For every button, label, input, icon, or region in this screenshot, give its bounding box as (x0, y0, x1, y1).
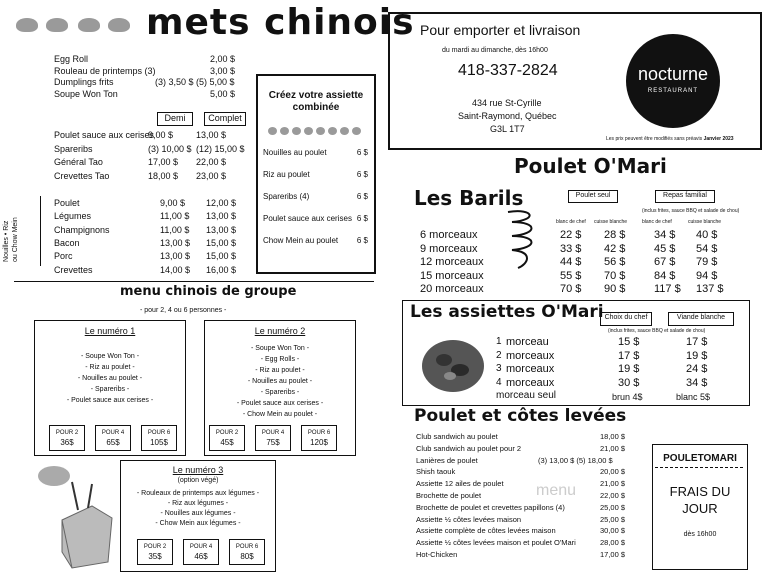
item-complet: (12) 15,00 $ (196, 143, 245, 154)
baril-price: 70 $ (604, 269, 626, 282)
cote-price: 25,00 $ (600, 514, 626, 524)
baril-price: 137 $ (696, 283, 724, 295)
price-box (229, 539, 265, 565)
baril-price: 84 $ (654, 269, 676, 282)
numero-2-title: Le numéro 2 (254, 326, 306, 336)
item-demi: 13,00 $ (160, 237, 191, 248)
side-label-line1: Nouilles • Riz (3, 220, 10, 262)
item-price: 5,00 $ (210, 88, 236, 99)
item-name: Crevettes (54, 264, 93, 275)
cote-price: 21,00 $ (600, 443, 626, 453)
assiette-num: 3 (496, 363, 502, 374)
menu-item: - Spareribs - (90, 386, 130, 393)
menu-item: - Riz aux légumes - (167, 500, 229, 507)
menu-item: - Chow Mein au poulet - (242, 411, 318, 418)
info-addr1: 434 rue St-Cyrille (472, 98, 542, 108)
baril-price: 42 $ (604, 242, 626, 255)
item-demi: 18,00 $ (148, 170, 179, 181)
info-title: Pour emporter et livraison (420, 22, 581, 38)
watermark: menu (536, 482, 577, 499)
assiette-item (258, 170, 374, 192)
special-title: POULETOMARI (663, 453, 737, 464)
divider (14, 281, 374, 282)
fortune-cookie-icon (46, 18, 68, 32)
item-complet: 13,00 $ (206, 211, 237, 222)
item-name: Rouleau de printemps (3) (54, 65, 156, 76)
cote-name: Assiette ½ côtes levées maison (416, 514, 522, 524)
assiette-item (258, 236, 374, 258)
baril-price: 22 $ (560, 229, 582, 241)
assiette-label: morceau (506, 336, 549, 348)
baril-price: 28 $ (604, 229, 626, 241)
assiette-item (258, 148, 374, 170)
assiette-price: 30 $ (618, 376, 640, 389)
baril-price: 90 $ (604, 283, 626, 295)
cote-price: 18,00 $ (600, 432, 626, 441)
price-box (301, 425, 337, 451)
menu-item: - Egg Rolls - (260, 356, 300, 363)
sub-col: cuisse blanche (688, 219, 722, 225)
item-complet: 13,00 $ (196, 130, 227, 140)
price-label: POUR 4 (189, 544, 213, 550)
item-name: Spareribs (54, 143, 93, 154)
special-hours: dès 16h00 (683, 531, 717, 538)
assiette-price: 17 $ (618, 349, 640, 362)
item-complet: 23,00 $ (196, 170, 227, 181)
cote-name: Brochette de poulet (416, 491, 482, 500)
price-label: POUR 6 (147, 430, 171, 436)
item-name: Champignons (54, 224, 110, 235)
assiette-item-name: Nouilles au poulet (263, 148, 327, 157)
cote-name: Lanières de poulet (416, 455, 478, 465)
assiette-num: 1 (496, 336, 502, 347)
special-line1: FRAIS DU (669, 484, 731, 499)
info-note-text: Les prix peuvent être modifiés sans préavis (606, 136, 703, 142)
cote-name: Shish taouk (416, 467, 456, 477)
spring-icon (498, 206, 544, 272)
item-complet: 15,00 $ (206, 251, 237, 262)
baril-label: 15 morceaux (420, 269, 484, 282)
menu-item: - Soupe Won Ton - (250, 345, 310, 352)
item-extra: (3) 3,50 $ (5) 5,00 $ (155, 77, 235, 87)
assiette-price: 17 $ (686, 336, 708, 348)
item-complet: 16,00 $ (206, 264, 237, 275)
price-box (255, 425, 291, 451)
price-value: 65$ (106, 438, 120, 447)
baril-price: 70 $ (560, 283, 582, 295)
item-demi: 9,00 $ (160, 198, 186, 208)
cote-extra: (3) 13,00 $ (5) 18,00 $ (538, 455, 613, 465)
cotes-title: Poulet et côtes levées (414, 406, 627, 426)
item-name: Dumplings frits (54, 77, 114, 87)
sub-col: cuisse blanche (594, 219, 628, 225)
assiette-item-name: Spareribs (4) (263, 192, 310, 201)
item-price: 2,00 $ (210, 54, 236, 64)
price-value: 45$ (220, 438, 234, 447)
assiette-item-price: 6 $ (356, 214, 368, 223)
item-name: Général Tao (54, 157, 103, 167)
baril-price: 117 $ (654, 283, 681, 295)
price-value: 35$ (148, 552, 162, 561)
page-title: mets chinois (146, 2, 415, 43)
assiettes-title: Les assiettes O'Mari (410, 302, 604, 322)
assiette-item (258, 214, 374, 236)
item-name: Soupe Won Ton (54, 88, 118, 99)
assiette-label: morceaux (506, 363, 555, 375)
menu-item: - Soupe Won Ton - (80, 353, 140, 360)
logo-text: nocturne (637, 64, 709, 84)
item-name: Bacon (54, 237, 80, 248)
assiette-label: morceaux (506, 376, 555, 389)
numero-3-title: Le numéro 3 (172, 465, 224, 475)
item-complet: 22,00 $ (196, 157, 227, 167)
price-box (209, 425, 245, 451)
fortune-cookie-icon (78, 18, 100, 32)
baril-price: 56 $ (604, 256, 626, 268)
choix-header: Choix du chef (600, 312, 652, 326)
price-value: 75$ (266, 438, 280, 447)
assiette-num: 2 (496, 349, 502, 361)
item-name: Porc (54, 251, 73, 262)
item-demi: 17,00 $ (148, 157, 179, 167)
price-label: POUR 6 (235, 544, 259, 550)
assiette-price: 34 $ (686, 376, 708, 389)
sub-col: blanc de chef (556, 219, 586, 225)
seul-label: morceau seul (496, 390, 557, 401)
info-note (606, 136, 734, 142)
assiette-num: 4 (496, 376, 502, 388)
menu-item: - Nouilles au poulet - (247, 378, 313, 385)
item-demi: 11,00 $ (160, 224, 190, 235)
baril-label: 12 morceaux (420, 256, 484, 268)
menu-item: - Poulet sauce aux cerises - (236, 400, 324, 407)
assiette-item-price: 6 $ (356, 170, 368, 179)
chicken-photo-icon (420, 338, 486, 394)
groupe-subtitle: - pour 2, 4 ou 6 personnes - (140, 307, 227, 314)
price-box (183, 539, 219, 565)
info-box (388, 12, 762, 150)
price-box (137, 539, 173, 565)
menu-item: - Riz au poulet - (255, 367, 305, 374)
poulet-title: Poulet O'Mari (514, 154, 667, 178)
assiette-title: Créez votre assiette combinée (268, 90, 364, 113)
assiette-price: 24 $ (686, 363, 708, 375)
info-addr3: G3L 1T7 (490, 124, 525, 134)
price-value: 80$ (240, 552, 254, 561)
item-name: Poulet sauce aux cerises (54, 130, 155, 140)
assiette-box (256, 74, 376, 274)
item-name: Poulet (54, 198, 80, 208)
baril-price: 45 $ (654, 242, 676, 255)
cote-price: 30,00 $ (600, 526, 626, 536)
price-label: POUR 4 (101, 430, 125, 436)
cote-name: Hot-Chicken (416, 550, 458, 559)
barils-title: Les Barils (414, 186, 524, 210)
info-addr2: Saint-Raymond, Québec (458, 111, 557, 121)
item-demi: 9,00 $ (148, 130, 174, 140)
cote-name: Brochette de poulet et crevettes papillons (4) (416, 502, 565, 512)
price-value: 36$ (60, 438, 74, 447)
item-name: Crevettes Tao (54, 170, 110, 181)
groupe-title: menu chinois de groupe (120, 284, 297, 299)
menu-item: - Spareribs - (260, 389, 300, 396)
cote-price: 20,00 $ (600, 467, 626, 477)
item-demi: 14,00 $ (160, 264, 191, 275)
cote-price: 21,00 $ (600, 479, 626, 489)
item-complet: 15,00 $ (206, 237, 237, 248)
fortune-cookie-icon (108, 18, 130, 32)
price-label: POUR 2 (55, 430, 79, 436)
sub-col: blanc de chef (642, 219, 672, 225)
demi-header: Demi (157, 112, 193, 126)
baril-price: 54 $ (696, 242, 718, 255)
assiette-label: morceaux (506, 349, 555, 362)
special-box (652, 444, 748, 570)
item-demi: 13,00 $ (160, 251, 191, 262)
price-label: POUR 2 (215, 430, 239, 436)
baril-label: 6 morceaux (420, 229, 478, 241)
assiette-item-name: Riz au poulet (263, 170, 310, 179)
baril-price: 67 $ (654, 256, 676, 268)
cote-price: 22,00 $ (600, 491, 626, 500)
item-demi: 11,00 $ (160, 211, 190, 222)
baril-price: 34 $ (654, 229, 676, 241)
assiette-item-price: 6 $ (356, 236, 368, 245)
price-box (49, 425, 85, 451)
cote-name: Assiette complète de côtes levées maison (416, 526, 556, 536)
price-box (141, 425, 177, 451)
baril-price: 40 $ (696, 229, 718, 241)
nocturne-logo (626, 34, 720, 128)
baril-label: 20 morceaux (420, 283, 484, 295)
assiette-item-name: Chow Mein au poulet (263, 236, 339, 245)
cote-price: 25,00 $ (600, 502, 626, 512)
assiette-item-price: 6 $ (356, 192, 368, 201)
side-bracket (18, 196, 41, 266)
special-line2: JOUR (682, 501, 718, 516)
logo-sub: RESTAURANT (647, 88, 699, 94)
item-complet: 13,00 $ (206, 224, 237, 235)
seul-row (496, 390, 556, 401)
complet-header: Complet (204, 112, 246, 126)
baril-price: 33 $ (560, 242, 582, 255)
cote-name: Club sandwich au poulet pour 2 (416, 443, 522, 453)
blanche-header: Viande blanche (668, 312, 734, 326)
baril-price: 55 $ (560, 269, 582, 282)
familial-note: (inclus frites, sauce BBQ et salade de chou) (642, 208, 740, 214)
info-phone: 418-337-2824 (458, 62, 558, 79)
side-label-line2: ou Chow Mein (12, 217, 19, 262)
baril-price: 94 $ (696, 269, 718, 282)
assiette-item-name: Poulet sauce aux cerises (263, 214, 352, 223)
info-date: Janvier 2023 (703, 136, 734, 142)
price-value: 120$ (310, 438, 328, 447)
familial-header: Repas familial (655, 190, 715, 203)
assiette-price: 15 $ (618, 336, 640, 348)
item-name: Egg Roll (54, 54, 89, 64)
assiette-item (258, 192, 374, 214)
price-value: 46$ (194, 552, 208, 561)
brun-price: brun 4$ (612, 392, 643, 402)
item-complet: 12,00 $ (206, 198, 237, 208)
price-label: POUR 2 (143, 544, 167, 550)
cote-name: Assiette 12 ailes de poulet (416, 479, 504, 489)
cote-price: 28,00 $ (600, 538, 626, 548)
cote-name: Club sandwich au poulet (416, 432, 498, 441)
cote-price: 17,00 $ (600, 550, 626, 559)
assiette-price: 19 $ (618, 363, 640, 375)
price-label: POUR 6 (307, 430, 331, 436)
cote-name: Assiette ½ côtes levées maison et poulet O'Mari (416, 538, 576, 548)
price-label: POUR 4 (261, 430, 285, 436)
numero-2-box (204, 320, 356, 456)
menu-item: - Poulet sauce aux cerises - (66, 397, 154, 404)
menu-item: - Riz au poulet - (85, 364, 135, 371)
price-value: 105$ (150, 438, 168, 447)
numero-3-box (120, 460, 276, 572)
item-demi: (3) 10,00 $ (148, 143, 192, 154)
item-name: Légumes (54, 211, 92, 222)
baril-label: 9 morceaux (420, 242, 478, 255)
info-hours: du mardi au dimanche, dès 16h00 (442, 47, 548, 54)
baril-price: 44 $ (560, 256, 582, 268)
seul-header: Poulet seul (568, 190, 618, 203)
baril-price: 79 $ (696, 256, 718, 268)
menu-item: - Rouleaux de printemps aux légumes - (136, 490, 260, 497)
side-label (2, 217, 20, 262)
blanc-price: blanc 5$ (676, 392, 711, 402)
menu-item: - Nouilles aux légumes - (160, 510, 236, 517)
fortune-cookie-icon (16, 18, 38, 32)
menu-item: - Chow Mein aux légumes - (155, 520, 241, 527)
item-price: 3,00 $ (210, 65, 236, 76)
assiettes-note: (inclus frites, sauce BBQ et salade de chou) (608, 328, 706, 334)
price-box (95, 425, 131, 451)
assiette-item-price: 6 $ (356, 148, 368, 157)
assiette-price: 19 $ (686, 349, 708, 362)
numero-1-box (34, 320, 186, 456)
menu-item: - Nouilles au poulet - (77, 375, 143, 382)
numero-3-sub: (option végé) (177, 477, 219, 484)
takeout-box-icon (32, 462, 118, 570)
numero-1-title: Le numéro 1 (84, 326, 136, 336)
fortune-cookie-row (258, 122, 374, 140)
